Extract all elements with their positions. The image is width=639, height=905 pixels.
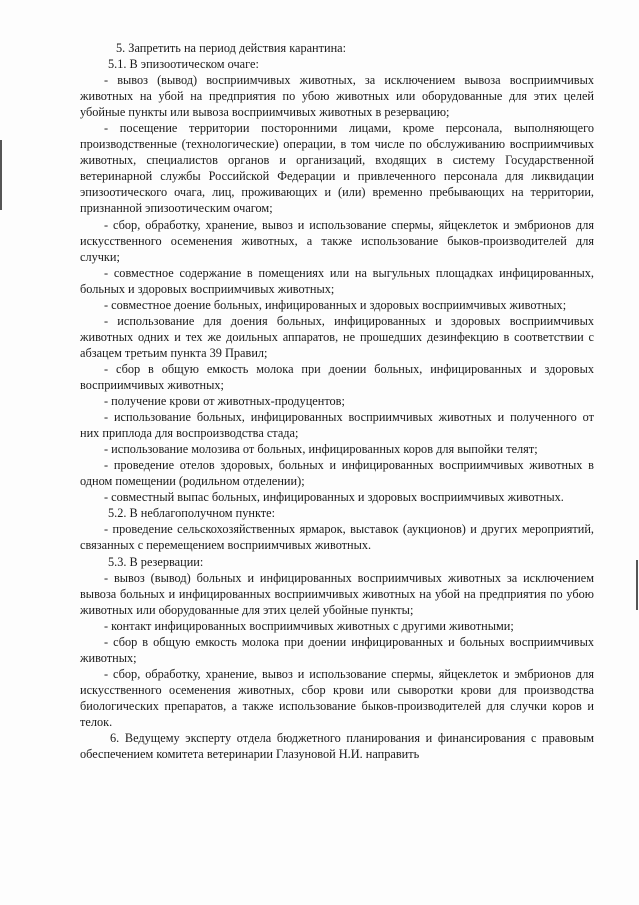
subsection-heading: 5.1. В эпизоотическом очаге: bbox=[108, 57, 259, 72]
list-item: - совместный выпас больных, инфицированных и здоровых восприимчивых животных. bbox=[104, 490, 564, 505]
scan-edge-mark bbox=[0, 140, 2, 210]
list-item: - вывоз (вывод) восприимчивых животных, за исключением вывоза восприимчивых животных на убой на предприятия по убою животных или оборудованные для этих целей убойные пункты или вывоза восприимчивых животных в резервацию; bbox=[80, 73, 594, 120]
list-item: - использование больных, инфицированных восприимчивых животных и полученного от них приплода для воспроизводства стада; bbox=[80, 410, 594, 441]
scan-edge-mark bbox=[636, 560, 638, 610]
list-item: - вывоз (вывод) больных и инфицированных восприимчивых животных за исключением вывоза больных и инфицированных восприимчивых животных на убой на предприятия по убою животных или оборудованные для этих целей убойные пункты; bbox=[80, 570, 594, 617]
list-item: - использование молозива от больных, инфицированных коров для выпойки телят; bbox=[104, 442, 538, 457]
subsection-heading: 5.2. В неблагополучном пункте: bbox=[108, 506, 276, 521]
document-body bbox=[80, 40, 594, 762]
list-item: - проведение отелов здоровых, больных и инфицированных восприимчивых животных в одном помещении (родильном отделении); bbox=[80, 458, 594, 489]
list-item: - сбор, обработку, хранение, вывоз и использование спермы, яйцеклеток и эмбрионов для искусственного осеменения животных, сбор крови или сыворотки крови для производства биологических препаратов, а также использование быков-производителей для случки коров и телок. bbox=[80, 666, 594, 729]
list-item: - получение крови от животных-продуцентов; bbox=[104, 394, 345, 409]
list-item: - использование для доения больных, инфицированных и здоровых восприимчивых животных одних и тех же доильных аппаратов, не прошедших дезинфекцию в соответствии с абзацем третьим пункта 39 Правил; bbox=[80, 313, 594, 360]
list-item: - проведение сельскохозяйственных ярмарок, выставок (аукционов) и других мероприятий, связанных с перемещением восприимчивых животных. bbox=[80, 522, 594, 553]
list-item: - сбор в общую емкость молока при доении инфицированных и больных восприимчивых животных; bbox=[80, 634, 594, 665]
section-paragraph: 6. Ведущему эксперту отдела бюджетного планирования и финансирования с правовым обеспечением комитета ветеринарии Глазуновой Н.И. направить bbox=[80, 731, 594, 762]
list-item: - совместное содержание в помещениях или на выгульных площадках инфицированных, больных и здоровых восприимчивых животных; bbox=[80, 265, 594, 296]
list-item: - сбор, обработку, хранение, вывоз и использование спермы, яйцеклеток и эмбрионов для искусственного осеменения животных, а также использование быков-производителей для случки; bbox=[80, 217, 594, 264]
section-heading: 5. Запретить на период действия карантина: bbox=[116, 41, 347, 55]
list-item: - совместное доение больных, инфицированных и здоровых восприимчивых животных; bbox=[104, 297, 567, 312]
subsection-heading: 5.3. В резервации: bbox=[108, 554, 204, 569]
list-item: - сбор в общую емкость молока при доении больных, инфицированных и здоровых восприимчивых животных; bbox=[80, 361, 594, 392]
list-item: - посещение территории посторонними лицами, кроме персонала, выполняющего производственные (технологические) операции, в том числе по обслуживанию восприимчивых животных, специалистов органов и организаций, входящих в систему Государственной ветеринарной службы Российской Федерации и привлеченного персонала для ликвидации эпизоотического очага, лиц, проживающих и (или) временно пребывающих на территории, признанной эпизоотическим очагом; bbox=[80, 121, 594, 216]
list-item: - контакт инфицированных восприимчивых животных с другими животными; bbox=[104, 618, 514, 633]
